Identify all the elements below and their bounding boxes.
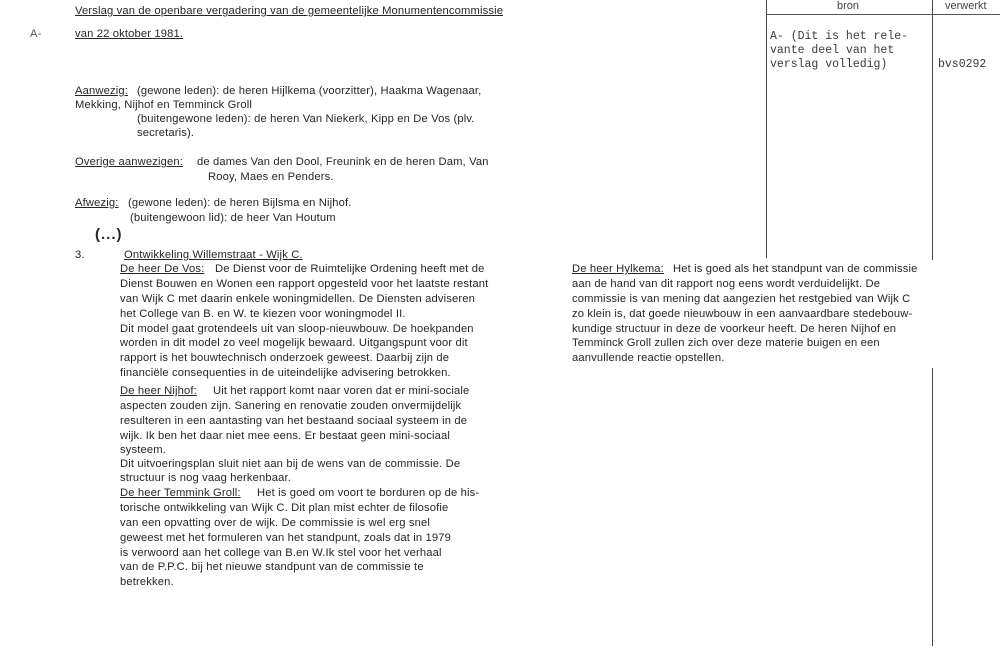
statement-line: structuur is nog vaag herkenbaar. bbox=[120, 472, 291, 484]
statement-line: systeem. bbox=[120, 444, 166, 456]
absent-line: (gewone leden): de heren Bijlsma en Nijhof. bbox=[128, 197, 352, 209]
present-line: Mekking, Nijhof en Temminck Groll bbox=[75, 99, 252, 111]
statement-line: Dienst Bouwen en Wonen een rapport opgesteld voor het laatste restant bbox=[120, 278, 489, 290]
speaker-name: De heer Hylkema: bbox=[572, 263, 664, 275]
statement-line: rapport is het bouwtechnisch onderzoek geweest. Daarbij zijn de bbox=[120, 352, 450, 364]
bron-note-line: vante deel van het bbox=[770, 44, 895, 57]
statement-line: Dit uitvoeringsplan sluit niet aan bij de wens van de commissie. De bbox=[120, 458, 461, 470]
statement-line: van de P.P.C. bij het nieuwe standpunt van de commissie te bbox=[120, 561, 424, 573]
column-divider bbox=[932, 0, 933, 260]
absent-line: (buitengewoon lid): de heer Van Houtum bbox=[130, 212, 336, 224]
statement-line: torische ontwikkeling van Wijk C. Dit plan mist echter de filosofie bbox=[120, 502, 449, 514]
others-line: de dames Van den Dool, Freunink en de heren Dam, Van bbox=[197, 156, 489, 168]
column-divider bbox=[766, 0, 767, 258]
statement-line: worden in dit model zo veel mogelijk bewaard. Uitgangspunt voor dit bbox=[120, 337, 468, 349]
others-label: Overige aanwezigen: bbox=[75, 156, 183, 168]
statement-line: aspecten zouden zijn. Sanering en renovatie zouden onvermijdelijk bbox=[120, 400, 462, 412]
present-line: secretaris). bbox=[137, 127, 195, 139]
column-divider bbox=[932, 368, 933, 646]
statement-line: Uit het rapport komt naar voren dat er mini-sociale bbox=[213, 385, 470, 397]
bron-note-line: verslag volledig) bbox=[770, 58, 888, 71]
statement-line: zo klein is, dat goede nieuwbouw in een aanvaardbare stedebouw- bbox=[572, 308, 913, 320]
speaker-name: De heer De Vos: bbox=[120, 263, 205, 275]
present-label: Aanwezig: bbox=[75, 85, 128, 97]
others-line: Rooy, Maes en Penders. bbox=[208, 171, 334, 183]
statement-line: van een opvatting over de wijk. De commissie is wel erg snel bbox=[120, 517, 430, 529]
statement-line: geweest met het formuleren van het standpunt, zoals dat in 1979 bbox=[120, 532, 451, 544]
statement-line: commissie is van mening dat aangezien het restgebied van Wijk C bbox=[572, 293, 911, 305]
column-header-bron: bron bbox=[837, 0, 860, 12]
verwerkt-value: bvs0292 bbox=[938, 58, 987, 71]
statement-line: aanvullende reactie opstellen. bbox=[572, 352, 725, 364]
document-title: Verslag van de openbare vergadering van de gemeentelijke Monumentencommissie bbox=[75, 5, 504, 17]
speaker-name: De heer Temmink Groll: bbox=[120, 487, 241, 499]
statement-line: De Dienst voor de Ruimtelijke Ordening heeft met de bbox=[215, 263, 485, 275]
column-header-verwerkt: verwerkt bbox=[945, 0, 987, 12]
agenda-title: Ontwikkeling Willemstraat - Wijk C. bbox=[124, 249, 303, 261]
meeting-date: van 22 oktober 1981. bbox=[75, 28, 184, 40]
present-line: (gewone leden): de heren Hijlkema (voorzitter), Haakma Wagenaar, bbox=[137, 85, 482, 97]
statement-line: Het is goed om voort te borduren op de his- bbox=[257, 487, 480, 499]
statement-line: financiële consequenties in de uiteindelijke advisering betrokken. bbox=[120, 367, 451, 379]
statement-line: wijk. Ik ben het daar niet mee eens. Er bestaat geen mini-sociaal bbox=[120, 430, 451, 442]
speaker-name: De heer Nijhof: bbox=[120, 385, 197, 397]
statement-line: betrekken. bbox=[120, 576, 174, 588]
agenda-number: 3. bbox=[75, 249, 85, 261]
statement-line: is verwoord aan het college van B.en W.Ik stel voor het verhaal bbox=[120, 547, 442, 559]
statement-line: van Wijk C met daarin enkele woningmidellen. De Diensten adviseren bbox=[120, 293, 476, 305]
statement-line: aan de hand van dit rapport nog eens wordt verduidelijkt. De bbox=[572, 278, 881, 290]
margin-mark: A- bbox=[30, 28, 42, 40]
bron-note-line: A- (Dit is het rele- bbox=[770, 30, 909, 43]
present-line: (buitengewone leden): de heren Van Niekerk, Kipp en De Vos (plv. bbox=[137, 113, 475, 125]
statement-line: Dit model gaat grotendeels uit van sloop-nieuwbouw. De hoekpanden bbox=[120, 323, 474, 335]
statement-line: kundige structuur in deze de voorkeur heeft. De heren Nijhof en bbox=[572, 323, 897, 335]
omission-mark: (...) bbox=[95, 226, 123, 243]
absent-label: Afwezig: bbox=[75, 197, 119, 209]
header-rule bbox=[766, 14, 1000, 15]
statement-line: het College van B. en W. te kiezen voor woningmodel II. bbox=[120, 308, 406, 320]
statement-line: resulteren in een aantasting van het bestaand sociaal systeem in de bbox=[120, 415, 468, 427]
statement-line: Het is goed als het standpunt van de commissie bbox=[673, 263, 918, 275]
statement-line: Temminck Groll zullen zich over deze materie buigen en een bbox=[572, 337, 880, 349]
